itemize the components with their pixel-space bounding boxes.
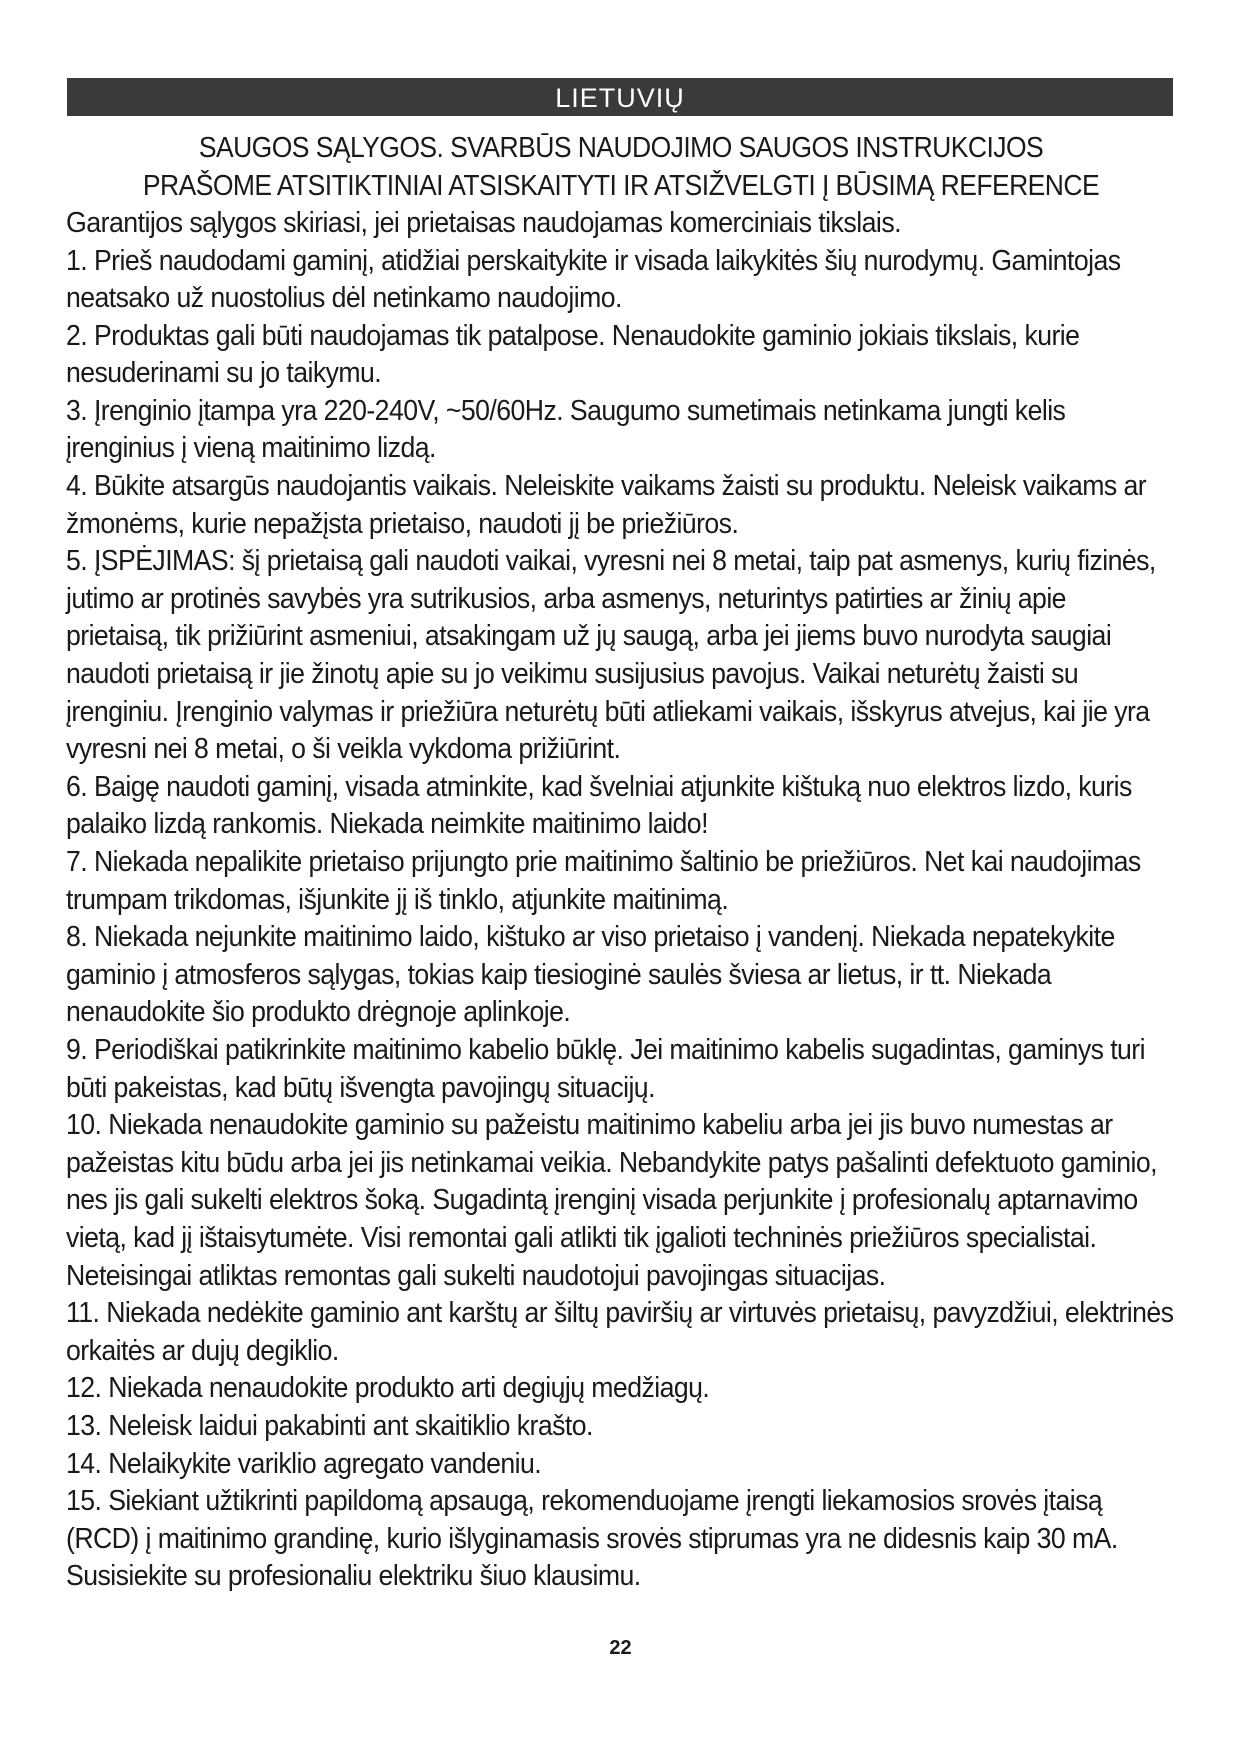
language-header-bar: LIETUVIŲ bbox=[67, 78, 1173, 116]
instruction-item-14: 14. Nelaikykite variklio agregato vandeniu. bbox=[66, 1447, 542, 1480]
instruction-item-7: 7. Niekada nepalikite prietaiso prijungto prie maitinimo šaltinio be priežiūros. Net kai naudojimas trumpam trikdomas, išjunkite jį iš tinklo, atjunkite maitinimą. bbox=[66, 846, 1141, 916]
instruction-item-15: 15. Siekiant užtikrinti papildomą apsaugą, rekomenduojame įrengti liekamosios srovės įtaisą (RCD) į maitinimo grandinę, kurio išlyginamasis srovės stiprumas yra ne didesnis kaip 30 mA. Susisiekite su profesionaliu elektriku šiuo klausimu. bbox=[66, 1485, 1118, 1593]
instruction-item-12: 12. Niekada nenaudokite produkto arti degiųjų medžiagų. bbox=[66, 1372, 710, 1405]
instruction-item-8: 8. Niekada nejunkite maitinimo laido, kištuko ar viso prietaiso į vandenį. Niekada nepatekykite gaminio į atmosferos sąlygas, tokias kaip tiesioginė saulės šviesa ar lietus, ir tt. Niekada nenaudokite šio produkto drėgnoje aplinkoje. bbox=[66, 921, 1115, 1029]
page-number: 22 bbox=[609, 1637, 632, 1659]
instruction-item-10: 10. Niekada nenaudokite gaminio su pažeistu maitinimo kabeliu arba jei jis buvo numestas ar pažeistas kitu būdu arba jei jis netinkamai veikia. Nebandykite patys pašalinti defektuoto gaminio, nes jis gali sukelti elektros šoką. Sugadintą įrenginį visada perjunkite į profesionalų aptarnavimo vietą, kad jį ištaisytumėte. Visi remontai gali atlikti tik įgalioti techninės priežiūros specialistai. Neteisingai atliktas remontas gali sukelti naudotojui pavojingas situacijas. bbox=[66, 1109, 1157, 1292]
instruction-item-3: 3. Įrenginio įtampa yra 220-240V, ~50/60Hz. Saugumo sumetimais netinkama jungti kelis įrenginius į vieną maitinimo lizdą. bbox=[66, 394, 1066, 465]
warranty-note: Garantijos sąlygos skiriasi, jei prietaisas naudojamas komerciniais tikslais. bbox=[66, 207, 902, 239]
instruction-item-4: 4. Būkite atsargūs naudojantis vaikais. Neleiskite vaikams žaisti su produktu. Neleisk vaikams ar žmonėms, kurie nepažįsta prietaiso, naudoti jį be priežiūros. bbox=[66, 470, 1147, 540]
instruction-item-1: 1. Prieš naudodami gaminį, atidžiai perskaitykite ir visada laikykitės šių nurodymų. Gamintojas neatsako už nuostolius dėl netinkamo naudojimo. bbox=[66, 244, 1121, 315]
safety-instructions bbox=[66, 129, 1176, 1596]
instruction-item-11: 11. Niekada nedėkite gaminio ant karštų ar šiltų paviršių ar virtuvės prietaisų, pavyzdžiui, elektrinės orkaitės ar dujų degiklio. bbox=[66, 1297, 1174, 1367]
instruction-item-13: 13. Neleisk laidui pakabinti ant skaitiklio krašto. bbox=[66, 1409, 593, 1442]
instruction-item-6: 6. Baigę naudoti gaminį, visada atminkite, kad švelniai atjunkite kištuką nuo elektros lizdo, kuris palaiko lizdą rankomis. Niekada neimkite maitinimo laido! bbox=[66, 770, 1132, 841]
instruction-item-2: 2. Produktas gali būti naudojamas tik patalpose. Nenaudokite gaminio jokiais tikslais, kurie nesuderinami su jo taikymu. bbox=[66, 319, 1080, 390]
instruction-item-9: 9. Periodiškai patikrinkite maitinimo kabelio būklę. Jei maitinimo kabelis sugadintas, gaminys turi būti pakeistas, kad būtų išvengta pavojingų situacijų. bbox=[66, 1033, 1145, 1104]
instruction-item-5: 5. ĮSPĖJIMAS: šį prietaisą gali naudoti vaikai, vyresni nei 8 metai, taip pat asmenys, kurių fizinės, jutimo ar protinės savybės yra sutrikusios, arba asmenys, neturintys patirties ar žinių apie prietaisą, tik prižiūrint asmeniui, atsakingam už jų saugą, arba jei jiems buvo nurodyta saugiai naudoti prietaisą ir jie žinotų apie su jo veikimu susijusius pavojus. Vaikai neturėtų žaisti su įrenginiu. Įrenginio valymas ir priežiūra neturėtų būti atliekami vaikais, išskyrus atvejus, kai jie yra vyresni nei 8 metai, o ši veikla vykdoma prižiūrint. bbox=[66, 545, 1156, 766]
heading-line-1: SAUGOS SĄLYGOS. SVARBŪS NAUDOJIMO SAUGOS INSTRUKCIJOS bbox=[198, 132, 1044, 164]
heading-line-2: PRAŠOME ATSITIKTINIAI ATSISKAITYTI IR ATSIŽVELGTI Į BŪSIMĄ REFERENCE bbox=[142, 170, 1100, 202]
